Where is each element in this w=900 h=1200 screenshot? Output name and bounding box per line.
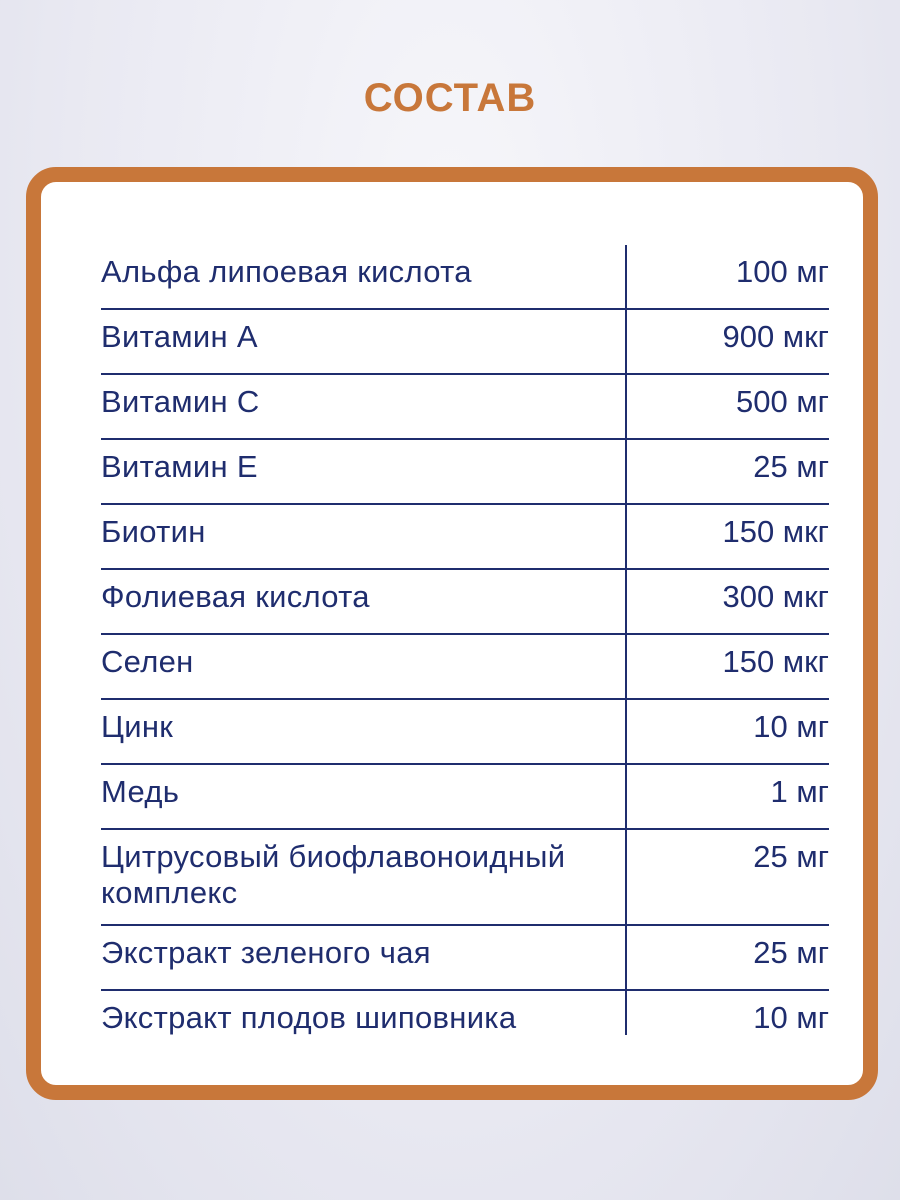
page-title: СОСТАВ	[363, 76, 537, 120]
table-row	[101, 700, 829, 765]
table-row	[101, 440, 829, 505]
ingredient-name: Цинк	[101, 709, 174, 744]
ingredient-dose: 300 мкг	[722, 579, 829, 614]
ingredient-name: Витамин А	[101, 319, 258, 354]
ingredient-dose: 10 мг	[753, 1000, 829, 1035]
table-row	[101, 505, 829, 570]
table-row	[101, 310, 829, 375]
ingredient-name: Фолиевая кислота	[101, 579, 370, 614]
ingredient-name: Витамин Е	[101, 449, 258, 484]
table-row	[101, 245, 829, 310]
ingredient-dose: 25 мг	[753, 935, 829, 970]
ingredient-dose: 100 мг	[736, 254, 829, 289]
table-row	[101, 830, 829, 926]
ingredient-dose: 500 мг	[736, 384, 829, 419]
ingredient-dose: 25 мг	[753, 839, 829, 874]
ingredient-dose: 25 мг	[753, 449, 829, 484]
ingredient-dose: 10 мг	[753, 709, 829, 744]
table-row	[101, 765, 829, 830]
ingredient-dose: 900 мкг	[722, 319, 829, 354]
ingredient-dose: 1 мг	[770, 774, 829, 809]
table-row	[101, 375, 829, 440]
table-row	[101, 570, 829, 635]
composition-card	[26, 167, 878, 1100]
table-row	[101, 635, 829, 700]
ingredient-name: Альфа липоевая кислота	[101, 254, 472, 289]
ingredient-name: Медь	[101, 774, 180, 809]
ingredient-dose: 150 мкг	[722, 514, 829, 549]
ingredient-name: Цитрусовый биофлавоноидный комплекс	[101, 839, 566, 910]
ingredient-name: Экстракт плодов шиповника	[101, 1000, 517, 1035]
table-row	[101, 991, 829, 1056]
table-row	[101, 926, 829, 991]
ingredient-name: Биотин	[101, 514, 206, 549]
ingredient-name: Витамин С	[101, 384, 260, 419]
composition-table	[101, 245, 829, 1056]
ingredient-dose: 150 мкг	[722, 644, 829, 679]
ingredient-name: Селен	[101, 644, 194, 679]
ingredient-name: Экстракт зеленого чая	[101, 935, 431, 970]
